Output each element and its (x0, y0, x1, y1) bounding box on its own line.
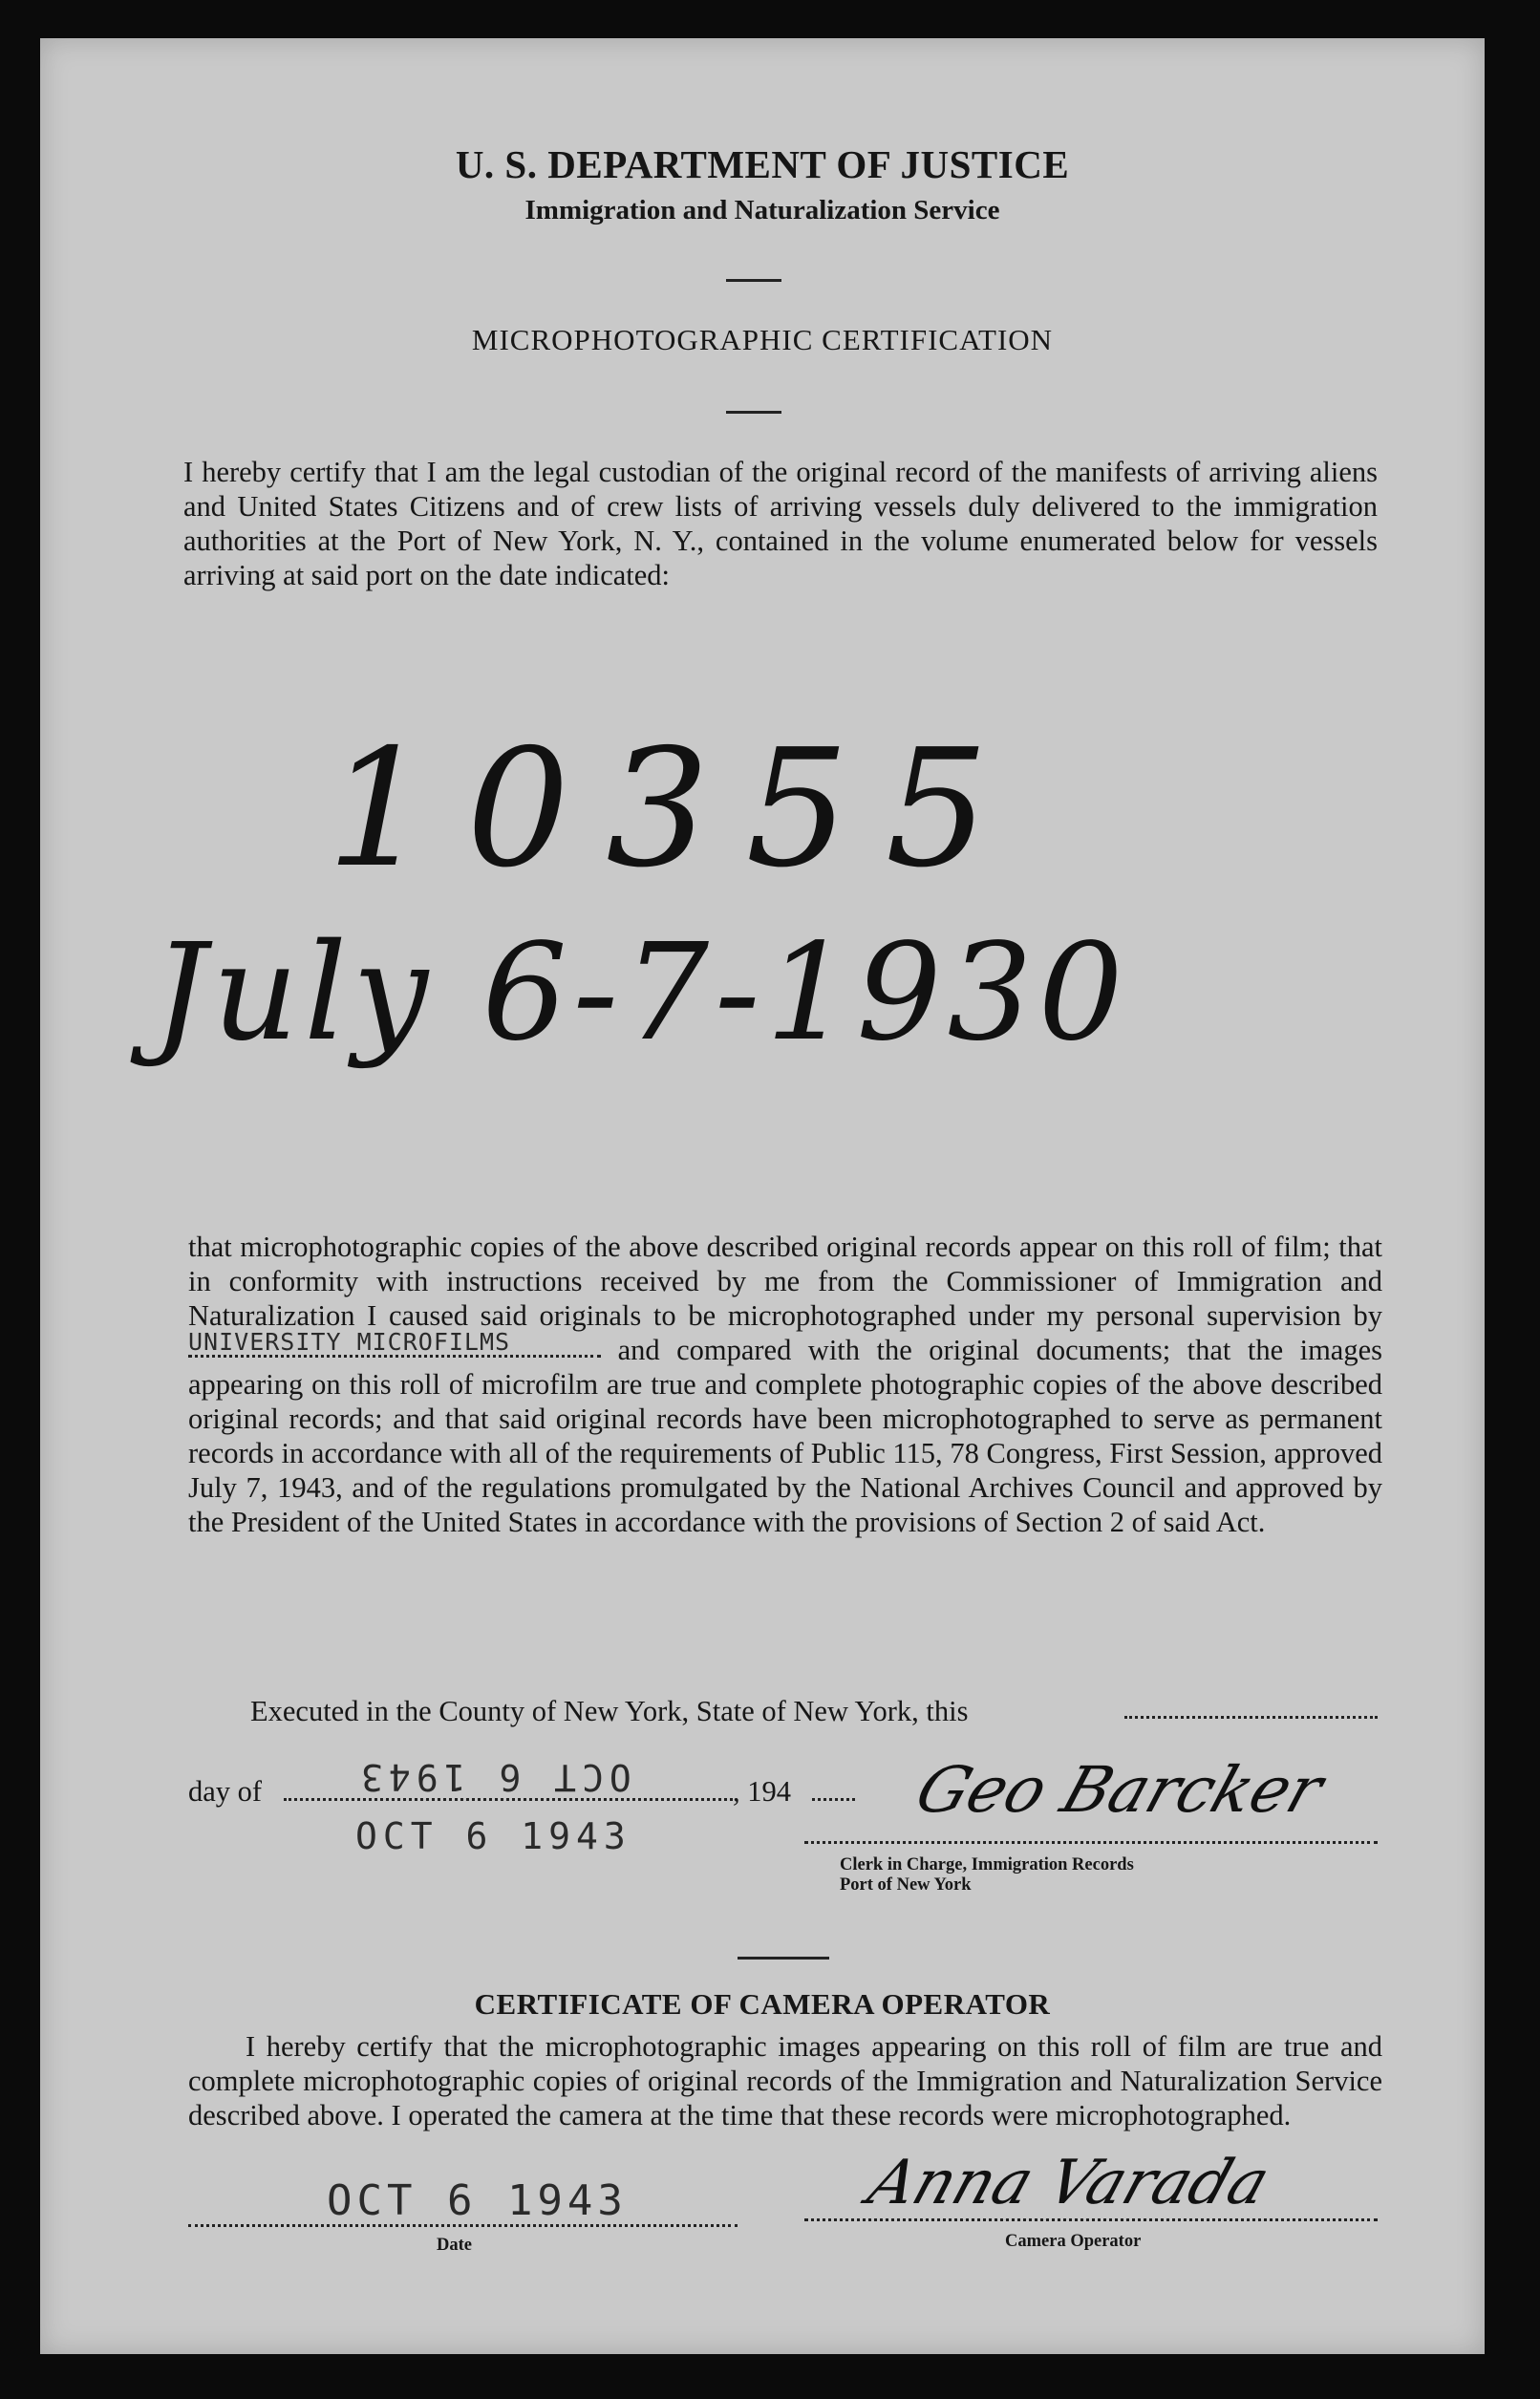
camera-operator-heading: CERTIFICATE OF CAMERA OPERATOR (474, 1987, 1051, 2021)
year-prefix: , 194 (733, 1775, 791, 1808)
inverted-date-stamp: OCT 6 1943 (355, 1756, 631, 1798)
certification-title: MICROPHOTOGRAPHIC CERTIFICATION (471, 323, 1054, 356)
date-label: Date (437, 2236, 472, 2255)
clerk-title (840, 1855, 1134, 1896)
clerk-title-line1: Clerk in Charge, Immigration Records (840, 1855, 1134, 1874)
stamped-date: OCT 6 1943 (355, 1815, 631, 1857)
day-of-label: day of (188, 1775, 263, 1808)
clerk-signature: Geo Barcker (907, 1753, 1332, 1827)
day-number-blank (1124, 1716, 1378, 1719)
firm-stamp: UNIVERSITY MICROFILMS (188, 1330, 601, 1358)
certificate-page (40, 38, 1485, 2354)
divider (726, 279, 781, 282)
year-blank (812, 1798, 855, 1801)
day-of-blank (284, 1798, 733, 1801)
executed-line-text: Executed in the County of New York, State of New York, this (250, 1695, 969, 1727)
department-title: U. S. DEPARTMENT OF JUSTICE (455, 142, 1070, 186)
handwritten-date: July 6-7-1930 (153, 915, 1129, 1071)
divider (738, 1957, 829, 1960)
clerk-title-line2: Port of New York (840, 1875, 972, 1895)
operator-date-stamp: OCT 6 1943 (327, 2176, 628, 2225)
body-text-before-firm: that microphotographic copies of the above described original records appear on this roll of film; that in conformity with instructions received by me from the Commissioner of Immigration and Naturalization I caused said originals to be microphotographed under my personal supervision by (188, 1231, 1382, 1332)
date-line (188, 2224, 738, 2227)
intro-paragraph: I hereby certify that I am the legal custodian of the original record of the manifests of arriving aliens and United States Citizens and of crew lists of arriving vessels duly delivered to the immigration authorities at the Port of New York, N. Y., contained in the volume enumerated below for vessels arriving at said port on the date indicated: (183, 456, 1378, 591)
executed-line (250, 1695, 968, 1728)
camera-operator-paragraph: I hereby certify that the microphotographic images appearing on this roll of film are true and complete microphotographic copies of original records of the Immigration and Naturalization Service described above. I operated the camera at the time that these records were microphotographed. (188, 2030, 1382, 2131)
clerk-signature-line (804, 1841, 1378, 1844)
camera-operator-label: Camera Operator (1005, 2232, 1142, 2251)
handwritten-volume-number: 10355 (327, 715, 1025, 904)
camera-operator-signature-line (804, 2218, 1378, 2221)
body-paragraph (188, 1230, 1382, 1539)
body-text-after-firm: and compared with the original documents; that the images appearing on this roll of microfilm are true and complete photographic copies of the above described original records; and that said original records have been microphotographed to serve as permanent records in accordance with all of the requirements of Public 115, 78 Congress, First Session, approved July 7, 1943, and of the regulations promulgated by the National Archives Council and approved by the President of the United States in accordance with the provisions of Section 2 of said Act. (188, 1334, 1383, 1538)
camera-operator-signature: Anna Varada (859, 2148, 1278, 2218)
service-subtitle: Immigration and Naturalization Service (524, 195, 1000, 225)
divider (726, 411, 781, 414)
